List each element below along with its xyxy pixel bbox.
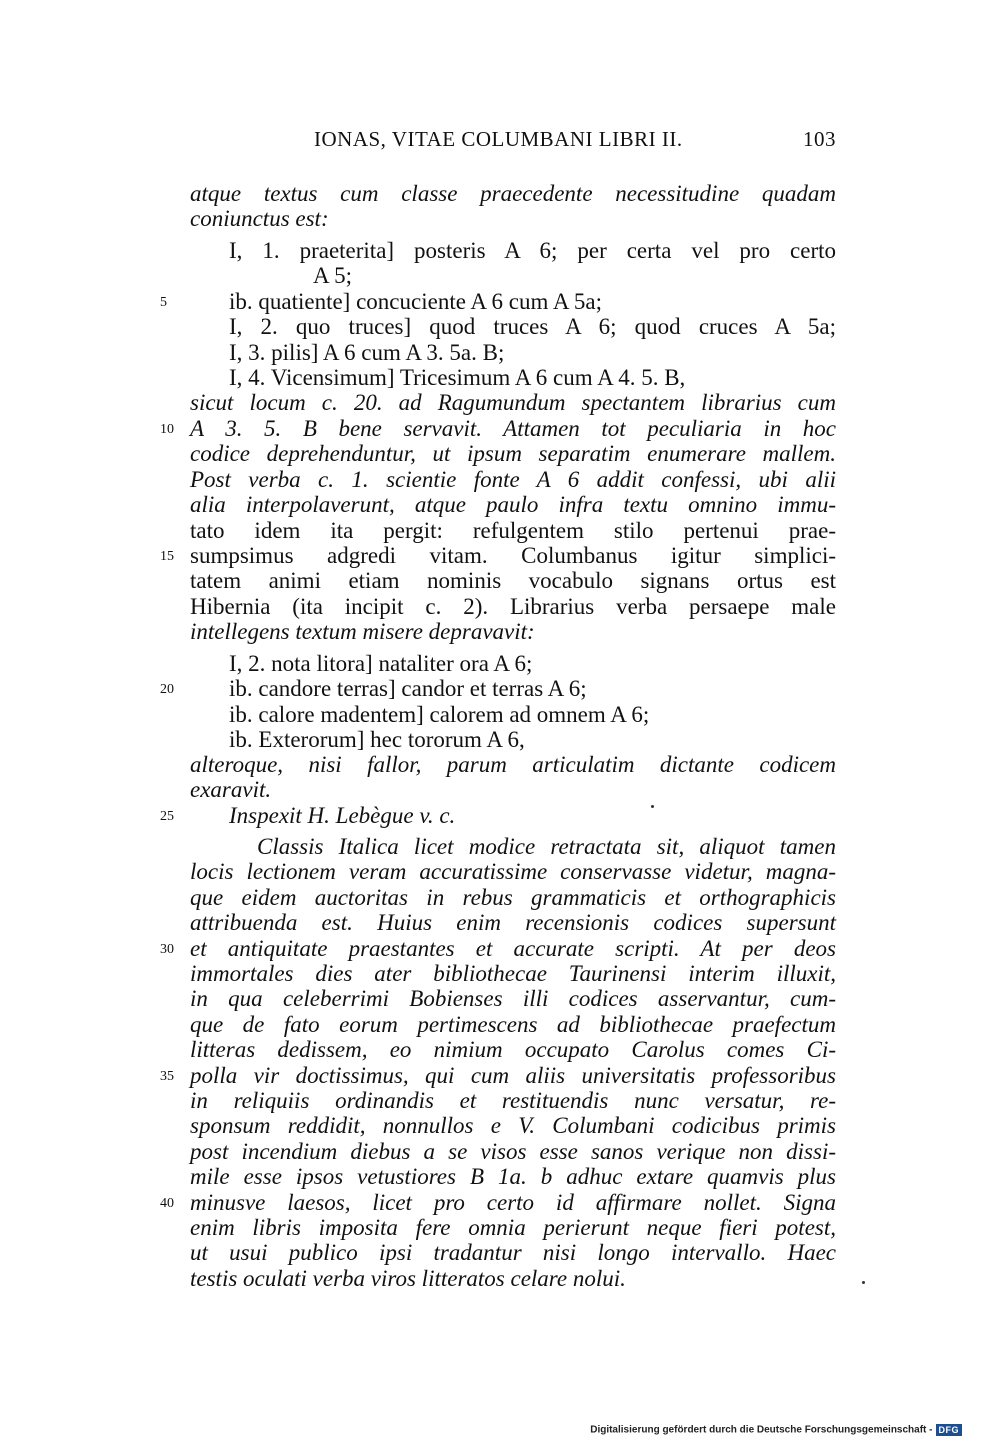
dfg-logo: DFG xyxy=(936,1424,963,1436)
text-line: alia interpolaverunt, atque paulo infra textu omnino immu- xyxy=(190,492,836,517)
text-line: alteroque, nisi fallor, parum articulatim dictante codicem xyxy=(190,752,836,777)
text-line: Hibernia (ita incipit c. 2). Librarius verba persaepe male xyxy=(190,594,836,619)
line-number: 30 xyxy=(160,942,174,957)
text-line: Post verba c. 1. scientie fonte A 6 addit confessi, ubi alii xyxy=(190,467,836,492)
text-line: intellegens textum misere depravavit: xyxy=(190,619,535,644)
text-line: sponsum reddidit, nonnullos e V. Columbani codicibus primis xyxy=(190,1113,836,1138)
text-line: codice deprehenduntur, ut ipsum separatim enumerare mallem. xyxy=(190,441,836,466)
line-number: 40 xyxy=(160,1196,174,1211)
text-line: exaravit. xyxy=(190,777,272,802)
text-line: que eidem auctoritas in rebus grammaticis et orthographicis xyxy=(190,885,836,910)
text-line: litteras dedissem, eo nimium occupato Carolus comes Ci- xyxy=(190,1037,836,1062)
text-line: attribuenda est. Huius enim recensionis codices supersunt xyxy=(190,910,836,935)
text-line: sumpsimus adgredi vitam. Columbanus igitur simplici- xyxy=(190,543,836,568)
text-line: testis oculati verba viros litteratos celare nolui. xyxy=(190,1266,626,1291)
text-line: in qua celeberrimi Bobienses illi codices asservantur, cum- xyxy=(190,986,836,1011)
line-number: 20 xyxy=(160,682,174,697)
text-line: ib. Exterorum] hec tororum A 6, xyxy=(229,727,525,752)
text-line: enim libris imposita fere omnia perierunt neque fieri potest, xyxy=(190,1215,836,1240)
text-line: Inspexit H. Lebègue v. c. xyxy=(229,803,456,828)
line-number: 5 xyxy=(160,295,167,310)
line-number: 25 xyxy=(160,809,174,824)
running-title: IONAS, VITAE COLUMBANI LIBRI II. xyxy=(314,127,683,151)
credit-text: Digitalisierung gefördert durch die Deutsche Forschungsgemeinschaft - xyxy=(590,1424,933,1436)
text-line: I, 2. nota litora] nataliter ora A 6; xyxy=(229,651,533,676)
text-line: que de fato eorum pertimescens ad bibliothecae praefectum xyxy=(190,1012,836,1037)
text-line: immortales dies ater bibliothecae Taurinensi interim illuxit, xyxy=(190,961,836,986)
text-line: atque textus cum classe praecedente necessitudine quadam xyxy=(190,181,836,206)
text-line: Classis Italica licet modice retractata sit, aliquot tamen xyxy=(257,834,836,859)
page-number: 103 xyxy=(803,127,836,151)
text-line: tatem animi etiam nominis vocabulo signans ortus est xyxy=(190,568,836,593)
text-line: minusve laesos, licet pro certo id affirmare nollet. Signa xyxy=(190,1190,836,1215)
line-number: 35 xyxy=(160,1069,174,1084)
text-line: in reliquiis ordinandis et restituendis nunc versatur, re- xyxy=(190,1088,836,1113)
text-line: polla vir doctissimus, qui cum aliis universitatis professoribus xyxy=(190,1063,836,1088)
text-line: locis lectionem veram accuratissime conservasse videtur, magna- xyxy=(190,859,836,884)
text-line: tato idem ita pergit: refulgentem stilo pertenui prae- xyxy=(190,518,836,543)
text-line: A 3. 5. B bene servavit. Attamen tot peculiaria in hoc xyxy=(190,416,836,441)
text-line: et antiquitate praestantes et accurate scripti. At per deos xyxy=(190,936,836,961)
scan-speck xyxy=(862,1281,865,1284)
text-line: ib. calore madentem] calorem ad omnem A 6; xyxy=(229,702,650,727)
text-line: I, 4. Vicensimum] Tricesimum A 6 cum A 4. 5. B, xyxy=(229,365,686,390)
digitization-credit xyxy=(590,1424,962,1436)
text-line: ib. candore terras] candor et terras A 6; xyxy=(229,676,587,701)
text-line: ib. quatiente] concuciente A 6 cum A 5a; xyxy=(229,289,603,314)
text-line: post incendium diebus a se visos esse sanos verique non dissi- xyxy=(190,1139,836,1164)
text-line: coniunctus est: xyxy=(190,206,329,231)
line-number: 10 xyxy=(160,422,174,437)
text-line: mile esse ipsos vetustiores B 1a. b adhuc extare quamvis plus xyxy=(190,1164,836,1189)
text-line: ut usui publico ipsi tradantur nisi longo intervallo. Haec xyxy=(190,1240,836,1265)
running-head xyxy=(190,127,836,157)
text-line: I, 3. pilis] A 6 cum A 3. 5a. B; xyxy=(229,340,505,365)
text-line: I, 2. quo truces] quod truces A 6; quod cruces A 5a; xyxy=(229,314,836,339)
line-number: 15 xyxy=(160,549,174,564)
scan-speck xyxy=(651,805,654,808)
text-line: I, 1. praeterita] posteris A 6; per certa vel pro certo xyxy=(229,238,836,263)
text-line: sicut locum c. 20. ad Ragumundum spectantem librarius cum xyxy=(190,390,836,415)
text-line: A 5; xyxy=(313,263,352,288)
